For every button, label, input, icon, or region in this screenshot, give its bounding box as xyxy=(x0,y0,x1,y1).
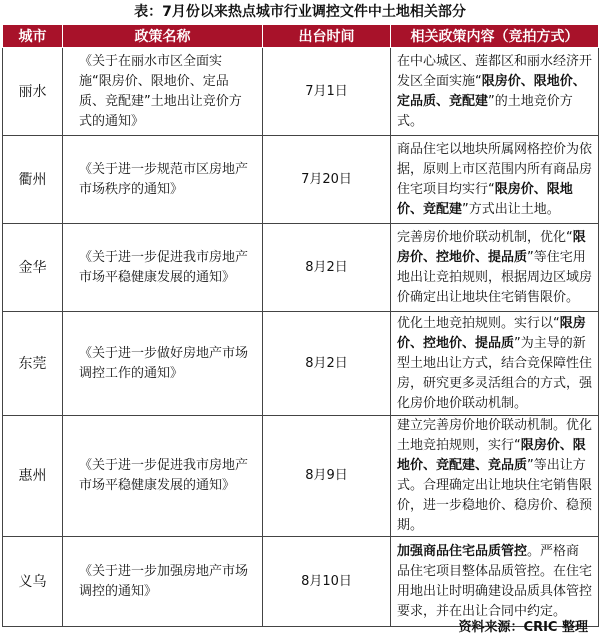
table-row xyxy=(3,537,599,627)
policy-name-cell: 《关于进一步加强房地产市场调控的通知》 xyxy=(63,537,263,627)
city-cell: 东莞 xyxy=(3,312,63,416)
policy-content-cell xyxy=(391,48,599,136)
content-text: ”方式出让土地。 xyxy=(462,201,560,217)
table-row xyxy=(3,224,599,312)
content-text: 优化土地竞拍规则。实行以“ xyxy=(397,315,560,331)
header-policy-name: 政策名称 xyxy=(63,25,263,48)
content-text: 完善房价地价联动机制，优化“ xyxy=(397,229,573,245)
highlight-text: 加强商品住宅品质管控 xyxy=(397,543,528,559)
content-text: ”等住宅用地出让竞拍规则，根据周边区域房价确定出让地块住宅销售限价。 xyxy=(397,249,593,305)
table-row xyxy=(3,136,599,224)
header-release-time: 出台时间 xyxy=(263,25,391,48)
policy-name-cell: 《关于进一步促进我市房地产市场平稳健康发展的通知》 xyxy=(63,224,263,312)
release-time-cell: 8月10日 xyxy=(263,537,391,627)
content-text: 。严格商品住宅项目整体品质管控。在住宅用地出让时明确建设品质具体管控要求，并在出让合同中约定。 xyxy=(397,543,593,619)
content-text: ”的土地竞价方式。 xyxy=(397,93,573,129)
policy-table xyxy=(2,24,599,627)
city-cell: 惠州 xyxy=(3,416,63,537)
policy-content-cell xyxy=(391,312,599,416)
highlight-text: 限房价、限地价、竞配建、竞品质 xyxy=(397,438,586,473)
highlight-text: 限房价、控地价、提品质 xyxy=(397,315,586,351)
highlight-text: 限房价、限地价、定品质、竞配建 xyxy=(397,73,586,109)
policy-content-cell xyxy=(391,224,599,312)
content-text: 商品住宅以地块所属网格控价为依据，原则上市区范围内所有商品房住宅项目均实行“ xyxy=(397,141,593,197)
release-time-cell: 8月2日 xyxy=(263,312,391,416)
release-time-cell: 8月2日 xyxy=(263,224,391,312)
policy-name-cell: 《关于进一步规范市区房地产市场秩序的通知》 xyxy=(63,136,263,224)
release-time-cell: 7月1日 xyxy=(263,48,391,136)
release-time-cell: 8月9日 xyxy=(263,416,391,537)
content-text: 建立完善房价地价联动机制。优化土地竞拍规则，实行“ xyxy=(397,418,593,453)
city-cell: 金华 xyxy=(3,224,63,312)
city-cell: 衢州 xyxy=(3,136,63,224)
table-title: 表：7月份以来热点城市行业调控文件中土地相关部分 xyxy=(134,4,466,20)
highlight-text: 限房价、控地价、提品质 xyxy=(397,229,586,265)
policy-content-cell xyxy=(391,136,599,224)
release-time-cell: 7月20日 xyxy=(263,136,391,224)
city-cell: 义乌 xyxy=(3,537,63,627)
city-cell: 丽水 xyxy=(3,48,63,136)
policy-name-cell: 《关于进一步做好房地产市场调控工作的通知》 xyxy=(63,312,263,416)
content-text: 在中心城区、莲都区和丽水经济开发区全面实施“ xyxy=(397,53,593,89)
header-policy-content: 相关政策内容（竞拍方式） xyxy=(391,25,599,48)
table-row xyxy=(3,416,599,537)
policy-content-cell xyxy=(391,537,599,627)
source-note: 资料来源：CRIC 整理 xyxy=(458,620,588,635)
table-row xyxy=(3,48,599,136)
policy-content-cell xyxy=(391,416,599,537)
header-city: 城市 xyxy=(3,25,63,48)
highlight-text: 限房价、限地价、竞配建 xyxy=(397,181,573,217)
policy-name-cell: 《关于在丽水市区全面实施“限房价、限地价、定品质、竞配建”土地出让竞价方式的通知》 xyxy=(63,48,263,136)
content-text: ”等出让方式。合理确定出让地块住宅销售限价，进一步稳地价、稳房价、稳预期。 xyxy=(397,458,593,533)
content-text: ”为主导的新型土地出让方式，结合竞保障性住房，研究更多灵活组合的方式，强化房价地价联动机制。 xyxy=(397,335,593,411)
table-row xyxy=(3,312,599,416)
header-row xyxy=(3,25,599,48)
policy-name-cell: 《关于进一步促进我市房地产市场平稳健康发展的通知》 xyxy=(63,416,263,537)
